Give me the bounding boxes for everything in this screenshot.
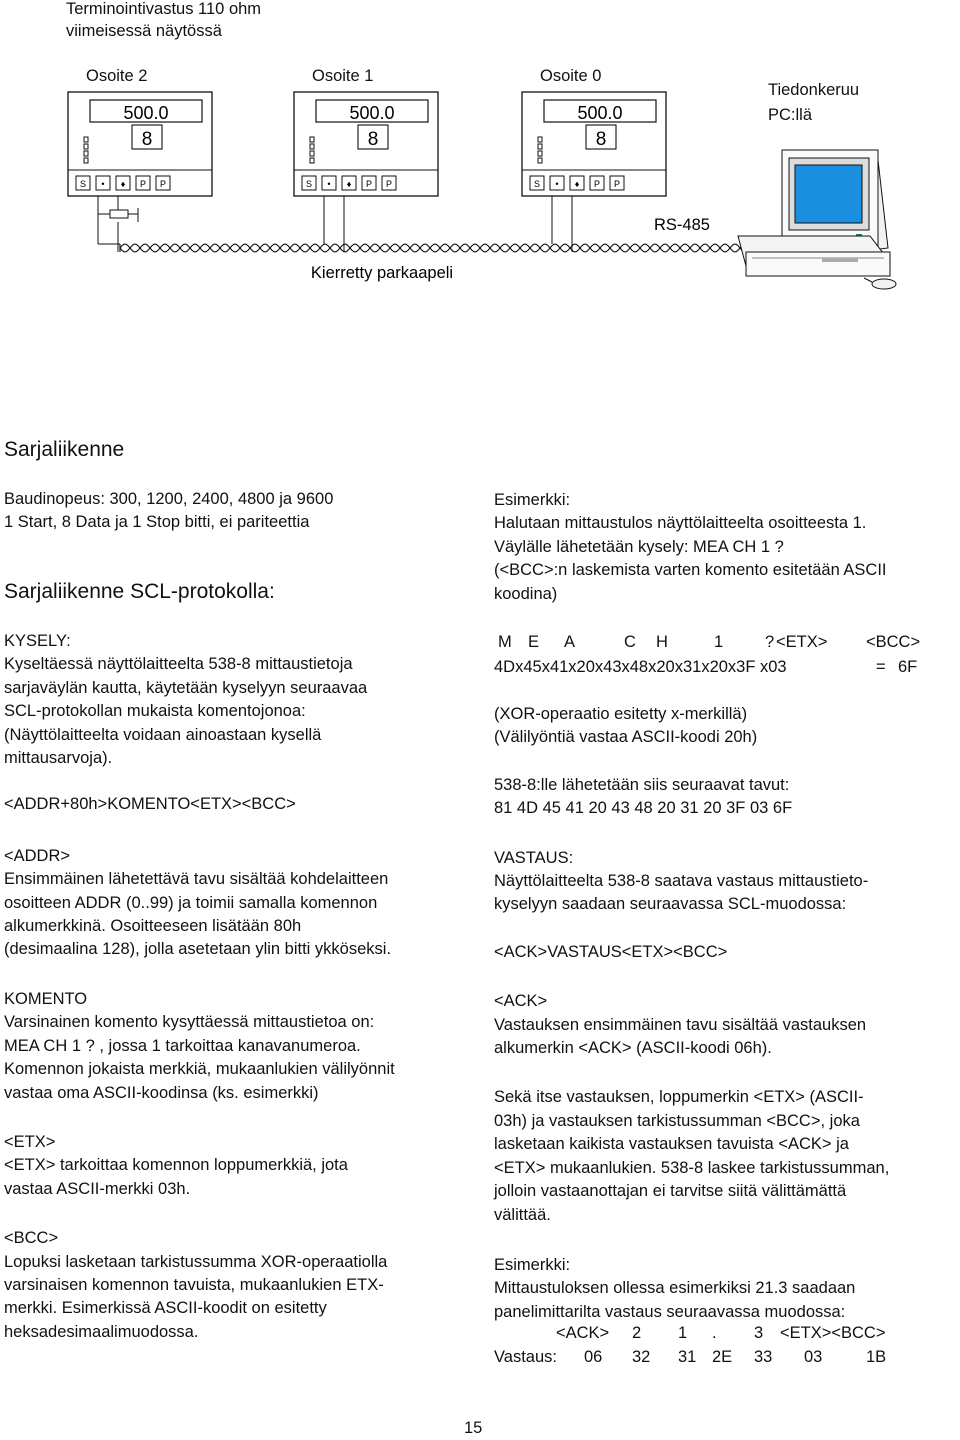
bcc-value: 6F xyxy=(898,658,918,676)
example-block: Esimerkki: Halutaan mittaustulos näyttölaitteelta osoitteesta 1. Väylälle lähetetään kysely: MEA CH 1 ? (<BCC>:n laskemista varten komento esitetään ASCII koodina) xyxy=(494,491,887,603)
meter-display-digit: 8 xyxy=(595,129,607,150)
response-char-row: <ACK> 2 1 . 3 <ETX><BCC> xyxy=(556,1324,886,1342)
byte-sequence: 81 4D 45 41 20 43 48 20 31 20 3F 03 6F xyxy=(494,799,793,818)
meter-display-digit: 8 xyxy=(141,129,153,150)
key-diamond: ♦ xyxy=(120,179,126,189)
meter-address-0 xyxy=(522,92,666,208)
key-diamond: ♦ xyxy=(346,179,352,189)
example2-heading: Esimerkki: xyxy=(494,1255,571,1274)
bus-drops xyxy=(98,208,572,252)
meter-display-value: 500.0 xyxy=(349,103,395,123)
right-column-body: (XOR-operaatio esitetty x-merkillä) (Välilyöntiä vastaa ASCII-koodi 20h) 538-8:lle lähetetään siis seuraavat tavut: 81 4D 45 41 20 43 48 20 31 20 3F 03 6F VASTAUS: Näyttölaitteelta 538-8 saatava vastaus mittaustieto- kyselyyn saadaan seuraavassa SCL-muodossa: <ACK>VASTAUS<ETX><BCC> <ACK> Vastauksen ensimmäinen tavu sisältää vastauksen alkumerkin <ACK> (ASCII-koodi 06h). Sekä itse vastauksen, loppumerkin <ETX> (ASCII- 03h) ja vastauksen tarkistussumman <BCC>, joka lasketaan kaikista vastauksen tavuista <ACK> ja <ETX> mukaanlukien. 538-8 laskee tarkistussumman, jolloin vastaanottajan ei tarvitse siitä välittämättä välittää. Esimerkki: Mittaustuloksen ollessa esimerkiksi 21.3 saadaan panelimittarilta vastaus seuraavassa muodossa: xyxy=(494,705,890,1321)
baud-info: Baudinopeus: 300, 1200, 2400, 4800 ja 9600 1 Start, 8 Data ja 1 Stop bitti, ei pariteettia xyxy=(4,490,334,532)
key-s: S xyxy=(305,179,313,189)
etx-heading: <ETX> xyxy=(4,1132,56,1151)
meter-address-2 xyxy=(68,92,212,208)
protocol-title: Sarjaliikenne SCL-protokolla: xyxy=(4,580,275,603)
bus-label: RS-485 xyxy=(654,216,710,234)
response-code-row: Vastaus: 06 32 31 2E 33 03 1B xyxy=(494,1348,887,1366)
addr-heading: <ADDR> xyxy=(4,846,71,865)
meter-address-1 xyxy=(294,92,438,208)
meter-display-digit: 8 xyxy=(367,129,379,150)
key-p: P xyxy=(593,179,601,189)
key-p2: P xyxy=(159,179,167,189)
vastaus-heading: VASTAUS: xyxy=(494,848,574,867)
address-label-1: Osoite 1 xyxy=(312,67,374,85)
address-label-2: Osoite 2 xyxy=(86,67,148,85)
key-s: S xyxy=(533,179,541,189)
ack-heading: <ACK> xyxy=(494,992,548,1011)
query-heading: KYSELY: xyxy=(4,632,71,650)
command-format: <ADDR+80h>KOMENTO<ETX><BCC> xyxy=(4,795,296,814)
computer-icon xyxy=(738,150,896,289)
response-format: <ACK>VASTAUS<ETX><BCC> xyxy=(494,942,728,961)
key-p2: P xyxy=(613,179,621,189)
hex-row: 4Dx45x41x20x43x48x20x31x20x3F x03 = 6F xyxy=(0,655,960,679)
example-heading: Esimerkki: xyxy=(494,491,571,509)
key-p: P xyxy=(139,179,147,189)
key-dot: • xyxy=(555,179,559,189)
key-p: P xyxy=(365,179,373,189)
address-label-0: Osoite 0 xyxy=(540,67,602,85)
page-number: 15 xyxy=(464,1419,483,1437)
key-dot: • xyxy=(101,179,105,189)
left-column-body: KYSELY: Kyseltäessä näyttölaitteelta 538-8 mittaustietoja sarjaväylän kautta, käytetään kyselyyn seuraavaa SCL-protokollan mukaista komentojonoa: (Näyttölaitteelta voidaan ainoastaan kysellä mittausarvoja). <ADDR+80h>KOMENTO<ETX><BCC> <ADDR> Ensimmäinen lähetettävä tavu sisältää kohdelaitteen osoitteen ADDR (0..99) ja toimii samalla komennon alkumerkkinä. Osoitteeseen lisätään 80h (desimaalina 128), jolla asetetaan ylin bitti ykköseksi. KOMENTO Varsinainen komento kysyttäessä mittaustietoa on: MEA CH 1 ? , jossa 1 tarkoittaa kanavanumeroa. Komennon jokaista merkkiä, mukaanlukien välilyönnit vastaa oma ASCII-koodinsa (ks. esimerkki) <ETX> <ETX> tarkoittaa komennon loppumerkkiä, jota vastaa ASCII-merkki 03h. <BCC> Lopuksi lasketaan tarkistussumma XOR-operaatiolla varsinaisen komennon tavuista, mukaanlukien ETX- merkki. Esimerkissä ASCII-koodit on esitetty heksadesimaalimuodossa. xyxy=(4,632,395,1341)
section-title: Sarjaliikenne xyxy=(4,438,125,461)
komento-heading: KOMENTO xyxy=(4,989,88,1008)
data-collection-label: Tiedonkeruu PC:llä xyxy=(768,81,860,124)
key-dot: • xyxy=(327,179,331,189)
key-diamond: ♦ xyxy=(574,179,580,189)
meter-display-value: 500.0 xyxy=(577,103,623,123)
meter-display-value: 500.0 xyxy=(123,103,169,123)
ascii-char-row: M E A C H 1 ? <ETX> <BCC> xyxy=(498,633,921,651)
cable-label: Kierretty parkaapeli xyxy=(310,264,454,282)
key-s: S xyxy=(79,179,87,189)
diagram-graphic xyxy=(0,0,960,300)
termination-note: Terminointivastus 110 ohm viimeisessä näytössä xyxy=(66,0,262,40)
key-p2: P xyxy=(385,179,393,189)
bcc-heading: <BCC> xyxy=(4,1229,59,1248)
